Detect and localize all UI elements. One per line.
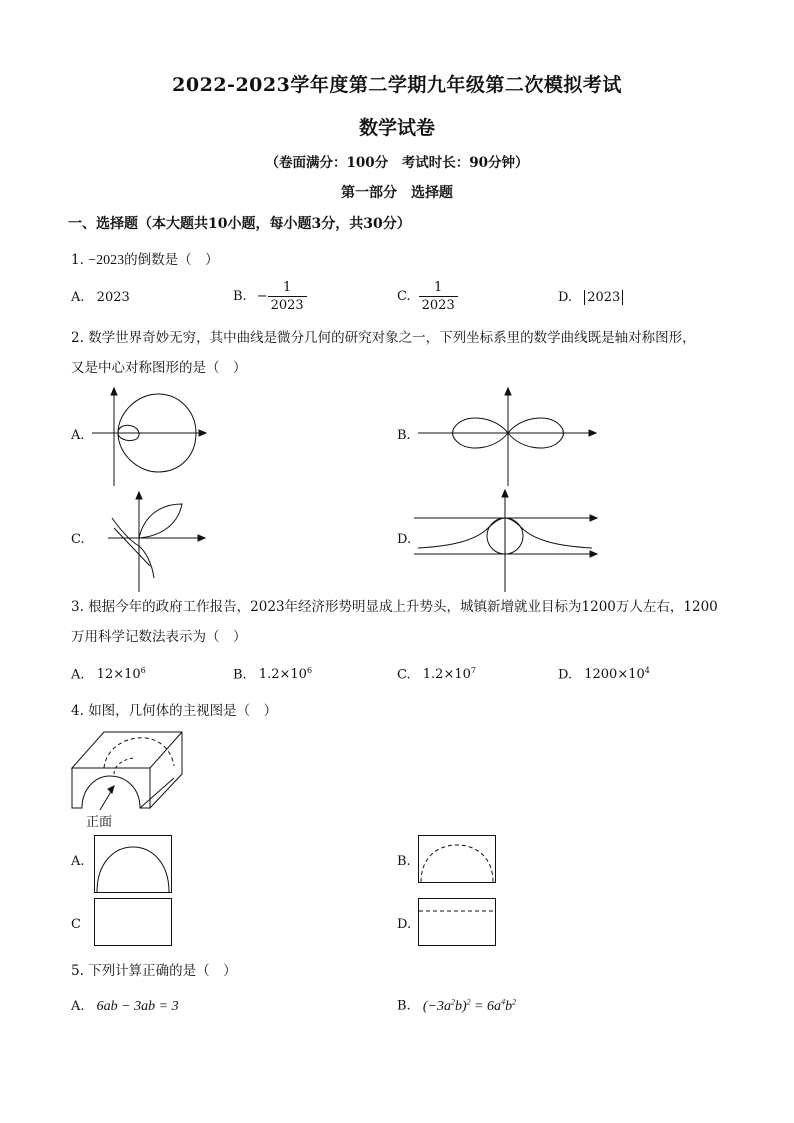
q3-option-b[interactable]: [233, 666, 312, 682]
expr-part: = 6a: [470, 998, 502, 1014]
question-text-line1: 数学世界奇妙无穷，其中曲线是微分几何的研究对象之一，下列坐标系里的数学曲线既是轴对称图形，: [88, 330, 696, 346]
q4-option-c[interactable]: C: [71, 917, 81, 932]
question-3: [71, 597, 731, 647]
option-label: A.: [71, 667, 85, 683]
exam-title: 2022-2023学年度第二学期九年级第二次模拟考试: [172, 74, 622, 96]
q3-option-d[interactable]: [558, 666, 650, 682]
q2-option-a[interactable]: A.: [71, 428, 85, 443]
exponent: 6: [140, 666, 146, 675]
q4-option-b-figure: [418, 835, 496, 883]
q1-option-b[interactable]: [233, 280, 307, 313]
exam-subtitle: 数学试卷: [358, 117, 435, 139]
q4-option-b[interactable]: B.: [397, 854, 411, 869]
option-value: 12×10: [96, 667, 141, 683]
q1-option-d[interactable]: [558, 290, 623, 305]
q2-option-c[interactable]: C.: [71, 532, 85, 547]
option-value: 2023: [96, 290, 130, 305]
numerator: 1: [434, 280, 443, 295]
option-label: D.: [558, 667, 573, 683]
q5-option-a[interactable]: [71, 999, 179, 1015]
q4-option-a[interactable]: A.: [71, 854, 85, 869]
q5-option-b[interactable]: [397, 997, 516, 1015]
q4-option-a-figure: [94, 835, 172, 893]
option-expression: [423, 999, 516, 1014]
question-1: [71, 250, 219, 271]
denominator: 2023: [268, 296, 307, 313]
absolute-value: 2023: [584, 290, 623, 305]
q2-figure-a-limacon: [88, 384, 218, 488]
exponent: 2: [450, 997, 455, 1006]
exam-info: （卷面满分：100分 考试时长：90分钟）: [265, 155, 529, 171]
q2-figure-d-witch-of-agnesi: [414, 488, 604, 594]
option-label: C.: [397, 667, 411, 683]
front-view-label: 正面: [86, 815, 113, 830]
option-label: B.: [233, 667, 247, 683]
exponent: 4: [644, 666, 650, 675]
option-label: C.: [397, 289, 411, 304]
question-text: 如图，几何体的主视图是（ ）: [88, 703, 278, 719]
q2-option-d[interactable]: D.: [397, 532, 412, 547]
question-text: 的倒数是（ ）: [124, 252, 219, 268]
exponent: 2: [512, 997, 517, 1006]
question-text-line2: 万用科学记数法表示为（ ）: [71, 629, 247, 645]
expr-part: b: [505, 998, 513, 1014]
q1-option-c[interactable]: [397, 280, 458, 313]
option-value: 1200×10: [584, 667, 645, 683]
question-5: [71, 961, 237, 981]
option-label: D.: [558, 290, 573, 305]
q4-option-d-figure: [418, 898, 496, 946]
question-text: 下列计算正确的是（ ）: [88, 963, 237, 979]
question-number: 1.: [71, 252, 84, 268]
option-label: A.: [71, 290, 85, 305]
q4-solid-figure: [70, 728, 186, 812]
exponent: 2: [466, 997, 471, 1006]
question-text-line2: 又是中心对称图形的是（ ）: [71, 360, 247, 376]
q2-figure-b-lemniscate: [416, 384, 600, 488]
q3-option-a[interactable]: [71, 666, 146, 682]
question-4: [71, 701, 277, 721]
section-title: 一、选择题（本大题共10小题，每小题3分，共30分）: [68, 216, 411, 232]
numerator: 1: [283, 280, 292, 295]
exponent: 7: [470, 666, 476, 675]
question-number: 4.: [71, 703, 84, 719]
option-label: B.: [397, 998, 411, 1014]
question-2: [71, 328, 731, 378]
q4-option-c-figure: [94, 898, 172, 946]
option-label: A.: [71, 999, 85, 1014]
question-number: 3.: [71, 599, 84, 615]
q2-figure-c-folium: [108, 488, 212, 594]
q3-option-c[interactable]: [397, 666, 476, 682]
part-title: 第一部分 选择题: [341, 185, 453, 201]
denominator: 2023: [419, 296, 458, 313]
question-number: 5.: [71, 963, 84, 979]
q2-option-b[interactable]: B.: [397, 428, 411, 443]
option-expression: 6ab − 3ab = 3: [96, 999, 179, 1014]
minus-sign: −: [256, 289, 268, 304]
q1-expression: −2023: [88, 253, 125, 268]
exponent: 6: [306, 666, 313, 675]
option-value: 1.2×10: [422, 667, 471, 683]
q1-option-a[interactable]: [71, 290, 130, 305]
fraction: [268, 280, 307, 313]
expr-part: (−3a: [422, 998, 451, 1014]
option-label: B.: [233, 289, 247, 304]
option-value: 1.2×10: [258, 667, 307, 683]
question-text-line1: 根据今年的政府工作报告，2023年经济形势明显成上升势头，城镇新增就业目标为1200万人左右，1200: [88, 599, 718, 615]
fraction: [419, 280, 458, 313]
expr-part: b): [454, 998, 467, 1014]
q4-option-d[interactable]: D.: [397, 917, 412, 932]
exponent: 4: [501, 997, 506, 1006]
question-number: 2.: [71, 330, 84, 346]
